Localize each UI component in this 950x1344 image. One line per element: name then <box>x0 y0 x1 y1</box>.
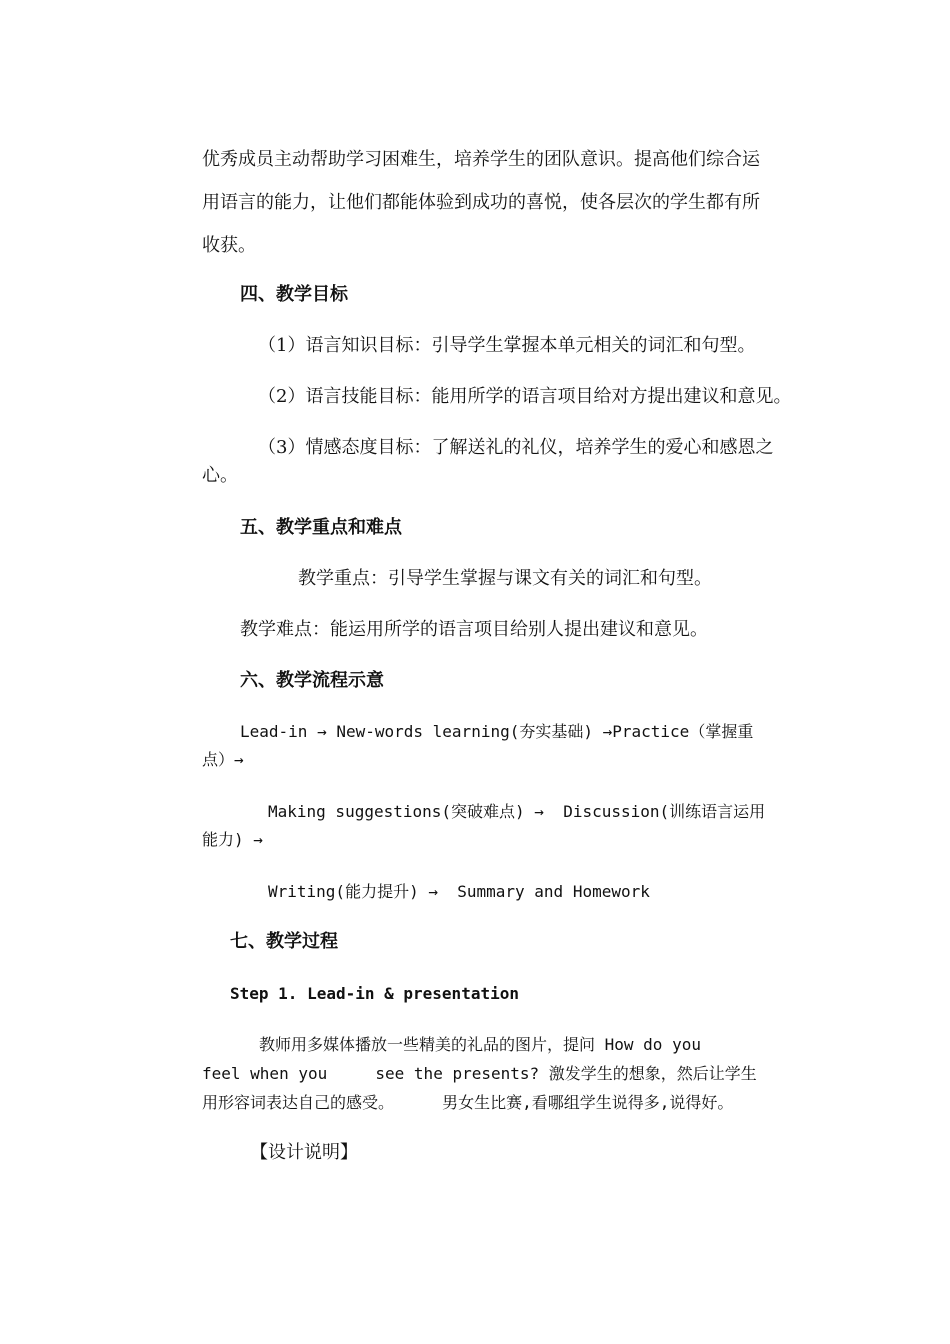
intro-line-1: 优秀成员主动帮助学习困难生，培养学生的团队意识。提高他们综合运 <box>202 149 760 170</box>
goal-attitude-line-1: （3）情感态度目标：了解送礼的礼仪，培养学生的爱心和感恩之 <box>258 437 774 458</box>
step1-line-1: 教师用多媒体播放一些精美的礼品的图片，提问 How do you <box>259 1035 701 1054</box>
step1-line-2: feel when you see the presents? 激发学生的想象，然后让学生 <box>202 1064 757 1083</box>
flow-line-2b: 能力) → <box>202 830 263 849</box>
flow-line-1b: 点）→ <box>202 750 244 769</box>
section-heading-process: 七、教学过程 <box>230 931 338 952</box>
flow-line-2a: Making suggestions(突破难点) → Discussion(训练语言运用 <box>268 802 766 821</box>
step1-title: Step 1. Lead-in & presentation <box>230 984 519 1003</box>
goal-skills: （2）语言技能目标：能用所学的语言项目给对方提出建议和意见。 <box>258 386 792 407</box>
step1-line-3: 用形容词表达自己的感受。 男女生比赛,看哪组学生说得多,说得好。 <box>202 1093 734 1112</box>
teaching-difficulty: 教学难点：能运用所学的语言项目给别人提出建议和意见。 <box>240 619 708 640</box>
intro-line-2: 用语言的能力，让他们都能体验到成功的喜悦，使各层次的学生都有所 <box>202 192 760 213</box>
flow-line-3: Writing(能力提升) → Summary and Homework <box>268 882 650 901</box>
flow-line-1a: Lead-in → New-words learning(夯实基础) →Practice（掌握重 <box>240 722 754 741</box>
section-heading-flow: 六、教学流程示意 <box>240 670 384 691</box>
section-heading-goals: 四、教学目标 <box>240 284 348 305</box>
teaching-focus: 教学重点：引导学生掌握与课文有关的词汇和句型。 <box>298 568 712 589</box>
section-heading-focus: 五、教学重点和难点 <box>240 517 402 538</box>
intro-line-3: 收获。 <box>202 235 256 256</box>
goal-knowledge: （1）语言知识目标：引导学生掌握本单元相关的词汇和句型。 <box>258 335 756 356</box>
goal-attitude-line-2: 心。 <box>202 465 238 486</box>
design-note-heading: 【设计说明】 <box>250 1142 358 1163</box>
